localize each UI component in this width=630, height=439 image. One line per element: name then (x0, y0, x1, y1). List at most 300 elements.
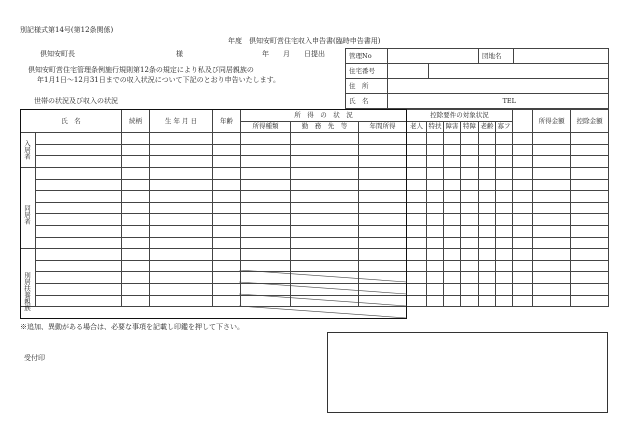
table-cell[interactable] (36, 202, 122, 214)
table-cell[interactable] (533, 260, 571, 272)
table-cell[interactable] (444, 144, 461, 156)
table-cell[interactable] (291, 260, 359, 272)
table-cell[interactable] (359, 283, 407, 295)
table-cell[interactable] (496, 202, 513, 214)
table-cell[interactable] (571, 295, 609, 307)
intro-line-1: 倶知安町営住宅管理条例施行規則第12条の規定により私及び同居親族の (28, 66, 254, 74)
table-cell[interactable] (359, 144, 407, 156)
table-cell[interactable] (407, 214, 427, 226)
table-cell[interactable] (407, 260, 427, 272)
table-cell[interactable] (513, 214, 533, 226)
table-cell[interactable] (407, 249, 427, 261)
table-cell[interactable] (122, 249, 150, 261)
name-label: 氏 名 (346, 94, 388, 109)
table-cell[interactable] (444, 191, 461, 203)
table-cell[interactable] (36, 295, 122, 307)
applicant-info-box (345, 48, 609, 109)
household-income-table (20, 109, 609, 307)
table-cell[interactable] (479, 144, 496, 156)
table-cell[interactable] (479, 202, 496, 214)
table-cell[interactable] (291, 133, 359, 145)
table-cell[interactable] (150, 191, 213, 203)
table-cell[interactable] (150, 214, 213, 226)
table-row (21, 272, 609, 284)
table-cell[interactable] (36, 237, 122, 249)
table-cell[interactable] (444, 214, 461, 226)
table-cell[interactable] (513, 295, 533, 307)
table-cell[interactable] (407, 272, 427, 284)
table-cell[interactable] (213, 237, 241, 249)
table-cell[interactable] (150, 133, 213, 145)
table-cell[interactable] (36, 260, 122, 272)
table-cell[interactable] (533, 202, 571, 214)
table-cell[interactable] (513, 249, 533, 261)
table-cell[interactable] (479, 179, 496, 191)
table-cell[interactable] (122, 272, 150, 284)
addressee: 倶知安町長 (40, 50, 75, 58)
table-cell[interactable] (496, 237, 513, 249)
table-cell[interactable] (461, 237, 479, 249)
table-cell[interactable] (359, 225, 407, 237)
table-cell[interactable] (533, 133, 571, 145)
tel-label: TEL (502, 96, 516, 105)
receipt-stamp-label: 受付印 (24, 354, 45, 362)
table-cell[interactable] (513, 156, 533, 168)
table-cell[interactable] (213, 144, 241, 156)
table-cell[interactable] (122, 144, 150, 156)
table-cell[interactable] (571, 191, 609, 203)
table-cell[interactable] (359, 156, 407, 168)
header-deduction-special-dependent: 特扶 (427, 121, 444, 133)
header-name: 氏 名 (21, 110, 122, 133)
table-row (21, 260, 609, 272)
table-cell[interactable] (496, 133, 513, 145)
table-cell[interactable] (213, 179, 241, 191)
table-cell[interactable] (479, 260, 496, 272)
housing-no-extra (429, 64, 609, 79)
table-cell[interactable] (479, 283, 496, 295)
table-cell[interactable] (496, 156, 513, 168)
table-cell[interactable] (241, 144, 291, 156)
table-cell[interactable] (150, 179, 213, 191)
table-cell[interactable] (444, 179, 461, 191)
table-cell[interactable] (407, 202, 427, 214)
table-cell[interactable] (241, 179, 291, 191)
table-cell[interactable] (444, 167, 461, 179)
table-cell[interactable] (359, 202, 407, 214)
table-cell[interactable] (444, 225, 461, 237)
table-cell[interactable] (496, 272, 513, 284)
table-cell[interactable] (241, 260, 291, 272)
table-cell[interactable] (427, 144, 444, 156)
header-relation: 続柄 (122, 110, 150, 133)
table-row (21, 295, 609, 307)
table-cell[interactable] (241, 191, 291, 203)
header-annual-income: 年間所得 (359, 121, 407, 133)
table-cell[interactable] (291, 249, 359, 261)
table-cell[interactable] (479, 156, 496, 168)
table-cell[interactable] (291, 214, 359, 226)
table-cell[interactable] (36, 144, 122, 156)
table-cell[interactable] (122, 225, 150, 237)
table-cell[interactable] (461, 225, 479, 237)
table-cell[interactable] (407, 133, 427, 145)
table-cell[interactable] (479, 191, 496, 203)
table-cell[interactable] (571, 237, 609, 249)
table-cell[interactable] (571, 144, 609, 156)
table-cell[interactable] (36, 133, 122, 145)
table-cell[interactable] (513, 260, 533, 272)
table-cell[interactable] (407, 295, 427, 307)
table-cell[interactable] (571, 249, 609, 261)
table-cell[interactable] (496, 214, 513, 226)
table-row (21, 144, 609, 156)
table-cell[interactable] (359, 133, 407, 145)
table-cell[interactable] (122, 214, 150, 226)
form-title: 年度 倶知安町営住宅収入申告書(臨時申告書用) (228, 37, 381, 45)
table-cell[interactable] (571, 167, 609, 179)
table-cell[interactable] (241, 156, 291, 168)
table-cell[interactable] (461, 272, 479, 284)
table-cell[interactable] (359, 295, 407, 307)
header-deduction-disability: 障害 (444, 121, 461, 133)
table-cell[interactable] (479, 214, 496, 226)
header-income-type: 所得種類 (241, 121, 291, 133)
table-cell[interactable] (213, 214, 241, 226)
group-applicant: 入居者 (23, 140, 31, 160)
table-cell[interactable] (407, 191, 427, 203)
table-cell[interactable] (513, 225, 533, 237)
table-cell[interactable] (496, 167, 513, 179)
table-cell[interactable] (533, 225, 571, 237)
address-label: 住 所 (346, 79, 388, 94)
header-deduction-amount: 控除金額 (571, 110, 609, 133)
table-cell[interactable] (444, 272, 461, 284)
table-cell[interactable] (36, 156, 122, 168)
table-cell[interactable] (241, 272, 291, 284)
table-cell[interactable] (407, 144, 427, 156)
table-cell[interactable] (359, 272, 407, 284)
table-cell[interactable] (461, 144, 479, 156)
table-cell[interactable] (427, 237, 444, 249)
table-cell[interactable] (213, 191, 241, 203)
table-cell[interactable] (571, 283, 609, 295)
table-cell[interactable] (513, 191, 533, 203)
table-cell[interactable] (496, 295, 513, 307)
table-cell[interactable] (513, 202, 533, 214)
table-cell[interactable] (444, 295, 461, 307)
table-cell[interactable] (241, 283, 291, 295)
table-cell[interactable] (122, 237, 150, 249)
table-cell[interactable] (533, 191, 571, 203)
table-cell[interactable] (150, 225, 213, 237)
table-cell[interactable] (359, 214, 407, 226)
table-cell[interactable] (36, 225, 122, 237)
form-number: 別記様式第14号(第12条関係) (20, 26, 114, 34)
honorific: 様 (176, 50, 183, 58)
housing-no-label: 住宅番号 (346, 64, 388, 79)
table-cell[interactable] (513, 179, 533, 191)
table-cell[interactable] (122, 202, 150, 214)
table-cell[interactable] (533, 156, 571, 168)
table-cell[interactable] (150, 272, 213, 284)
table-row (21, 202, 609, 214)
footer-note: ※追加、異動がある場合は、必要な事項を記載し印鑑を押して下さい。 (20, 323, 244, 331)
table-cell[interactable] (291, 225, 359, 237)
table-cell[interactable] (359, 249, 407, 261)
table-cell[interactable] (291, 156, 359, 168)
table-cell[interactable] (427, 179, 444, 191)
intro-line-2: 年1月1日〜12月31日までの収入状況について下記のとおり申告いたします。 (37, 76, 281, 84)
table-cell[interactable] (291, 237, 359, 249)
header-workplace: 勤 務 先 等 (291, 121, 359, 133)
header-deduction-aged: 老齢 (479, 121, 496, 133)
table-cell[interactable] (571, 202, 609, 214)
table-cell[interactable] (241, 167, 291, 179)
housing-no-field[interactable] (388, 64, 429, 79)
table-cell[interactable] (213, 133, 241, 145)
table-cell[interactable] (122, 191, 150, 203)
table-cell[interactable] (36, 249, 122, 261)
table-cell[interactable] (444, 156, 461, 168)
table-cell[interactable] (150, 167, 213, 179)
management-no-label: 管理No (346, 49, 388, 64)
table-cell[interactable] (496, 283, 513, 295)
table-cell[interactable] (571, 133, 609, 145)
table-cell[interactable] (213, 225, 241, 237)
table-cell[interactable] (291, 272, 359, 284)
table-cell[interactable] (213, 156, 241, 168)
table-cell[interactable] (291, 179, 359, 191)
table-cell[interactable] (122, 167, 150, 179)
table-cell[interactable] (213, 167, 241, 179)
table-cell[interactable] (36, 272, 122, 284)
table-cell[interactable] (461, 167, 479, 179)
table-cell[interactable] (150, 295, 213, 307)
table-cell[interactable] (427, 225, 444, 237)
table-cell[interactable] (533, 214, 571, 226)
table-cell[interactable] (533, 179, 571, 191)
table-cell[interactable] (427, 167, 444, 179)
header-deduction-special-disability: 特障 (461, 121, 479, 133)
table-cell[interactable] (407, 225, 427, 237)
table-cell[interactable] (533, 237, 571, 249)
table-cell[interactable] (122, 295, 150, 307)
table-cell[interactable] (479, 272, 496, 284)
table-cell[interactable] (496, 225, 513, 237)
header-deduction-elderly: 老人 (407, 121, 427, 133)
table-row (21, 191, 609, 203)
table-cell[interactable] (461, 202, 479, 214)
table-cell[interactable] (241, 202, 291, 214)
table-cell[interactable] (213, 272, 241, 284)
receipt-stamp-box (327, 332, 608, 413)
table-cell[interactable] (444, 283, 461, 295)
table-cell[interactable] (479, 225, 496, 237)
table-cell[interactable] (122, 156, 150, 168)
table-cell[interactable] (359, 167, 407, 179)
table-cell[interactable] (359, 237, 407, 249)
table-cell[interactable] (461, 156, 479, 168)
table-cell[interactable] (496, 179, 513, 191)
table-cell[interactable] (461, 191, 479, 203)
table-row (21, 133, 609, 145)
table-cell[interactable] (444, 237, 461, 249)
table-cell[interactable] (291, 202, 359, 214)
name-field[interactable] (388, 94, 609, 109)
table-cell[interactable] (571, 214, 609, 226)
table-cell[interactable] (241, 249, 291, 261)
table-cell[interactable] (461, 295, 479, 307)
table-cell[interactable] (150, 249, 213, 261)
table-cell[interactable] (291, 167, 359, 179)
table-cell[interactable] (150, 283, 213, 295)
header-deduction-widow: 寡フ (496, 121, 513, 133)
table-cell[interactable] (571, 272, 609, 284)
table-cell[interactable] (241, 295, 291, 307)
table-cell[interactable] (36, 283, 122, 295)
table-cell[interactable] (241, 237, 291, 249)
table-cell[interactable] (513, 272, 533, 284)
table-cell[interactable] (150, 156, 213, 168)
table-cell[interactable] (533, 272, 571, 284)
table-cell[interactable] (496, 260, 513, 272)
table-row (21, 156, 609, 168)
table-row (21, 179, 609, 191)
table-cell[interactable] (359, 179, 407, 191)
table-cell[interactable] (150, 260, 213, 272)
header-income-status: 所 得 の 状 況 (241, 110, 407, 122)
table-cell[interactable] (496, 191, 513, 203)
header-income-amount: 所得金額 (533, 110, 571, 133)
table-cell[interactable] (213, 202, 241, 214)
table-cell[interactable] (150, 144, 213, 156)
table-cell[interactable] (479, 237, 496, 249)
management-no-field[interactable] (388, 49, 479, 64)
table-cell[interactable] (122, 179, 150, 191)
table-cell[interactable] (533, 295, 571, 307)
table-cell[interactable] (479, 249, 496, 261)
table-cell[interactable] (427, 249, 444, 261)
table-cell[interactable] (427, 202, 444, 214)
header-age: 年齢 (213, 110, 241, 133)
table-cell[interactable] (407, 156, 427, 168)
table-cell[interactable] (291, 295, 359, 307)
table-cell[interactable] (461, 260, 479, 272)
complex-name-field[interactable] (514, 49, 609, 64)
table-cell[interactable] (427, 295, 444, 307)
table-cell[interactable] (213, 249, 241, 261)
table-cell[interactable] (213, 260, 241, 272)
table-cell[interactable] (461, 179, 479, 191)
table-cell[interactable] (407, 283, 427, 295)
table-cell[interactable] (461, 214, 479, 226)
table-cell[interactable] (496, 249, 513, 261)
table-row (21, 283, 609, 295)
table-cell[interactable] (407, 179, 427, 191)
table-cell[interactable] (427, 156, 444, 168)
table-cell[interactable] (241, 133, 291, 145)
table-cell[interactable] (291, 283, 359, 295)
table-cell[interactable] (427, 272, 444, 284)
group-separate-dependent: 別居扶養親族 (23, 272, 31, 311)
table-cell[interactable] (36, 179, 122, 191)
table-cell[interactable] (571, 156, 609, 168)
table-cell[interactable] (427, 191, 444, 203)
table-cell[interactable] (36, 191, 122, 203)
table-cell[interactable] (291, 191, 359, 203)
table-cell[interactable] (479, 167, 496, 179)
section-label: 世帯の状況及び収入の状況 (34, 97, 118, 105)
table-cell[interactable] (496, 144, 513, 156)
table-cell[interactable] (513, 133, 533, 145)
table-cell[interactable] (359, 191, 407, 203)
table-cell[interactable] (241, 225, 291, 237)
table-cell[interactable] (444, 202, 461, 214)
table-cell[interactable] (122, 283, 150, 295)
table-cell[interactable] (533, 249, 571, 261)
group-cohabitant: 同居者 (23, 205, 31, 225)
header-empty (513, 110, 533, 133)
table-cell[interactable] (571, 179, 609, 191)
diagonal-line (239, 306, 407, 318)
table-cell[interactable] (444, 133, 461, 145)
table-row (21, 225, 609, 237)
table-cell[interactable] (533, 167, 571, 179)
table-cell[interactable] (213, 295, 241, 307)
table-cell[interactable] (359, 260, 407, 272)
table-cell[interactable] (513, 144, 533, 156)
table-cell[interactable] (427, 214, 444, 226)
address-field[interactable] (388, 79, 609, 94)
submission-date: 年 月 日提出 (262, 50, 325, 58)
table-cell[interactable] (122, 133, 150, 145)
table-cell[interactable] (513, 283, 533, 295)
table-cell[interactable] (533, 144, 571, 156)
table-cell[interactable] (444, 249, 461, 261)
table-cell[interactable] (427, 133, 444, 145)
table-cell[interactable] (122, 260, 150, 272)
table-cell[interactable] (533, 283, 571, 295)
table-cell[interactable] (241, 214, 291, 226)
table-row (21, 214, 609, 226)
table-cell[interactable] (571, 225, 609, 237)
table-cell[interactable] (461, 133, 479, 145)
table-cell[interactable] (461, 283, 479, 295)
table-cell[interactable] (479, 295, 496, 307)
table-cell[interactable] (444, 260, 461, 272)
table-cell[interactable] (461, 249, 479, 261)
table-cell[interactable] (36, 214, 122, 226)
table-row (21, 167, 609, 179)
table-cell[interactable] (427, 283, 444, 295)
table-cell[interactable] (571, 260, 609, 272)
table-cell[interactable] (150, 202, 213, 214)
table-cell[interactable] (513, 237, 533, 249)
table-cell[interactable] (291, 144, 359, 156)
table-cell[interactable] (407, 237, 427, 249)
table-cell[interactable] (36, 167, 122, 179)
header-deduction-status: 控除要件の対象状況 (407, 110, 513, 122)
complex-name-label: 団地名 (479, 49, 514, 64)
table-row (21, 249, 609, 261)
table-cell[interactable] (150, 237, 213, 249)
table-cell[interactable] (407, 167, 427, 179)
table-cell[interactable] (213, 283, 241, 295)
table-cell[interactable] (479, 133, 496, 145)
table-cell[interactable] (513, 167, 533, 179)
table-cell[interactable] (427, 260, 444, 272)
